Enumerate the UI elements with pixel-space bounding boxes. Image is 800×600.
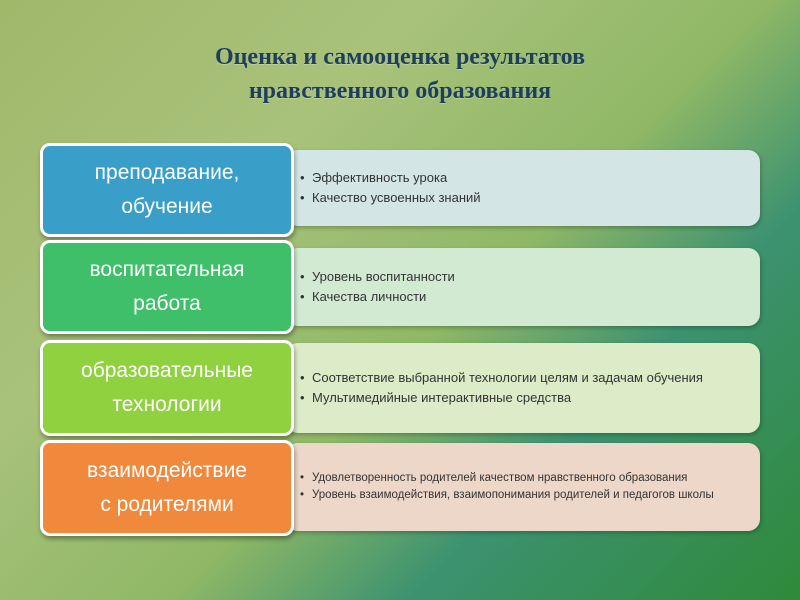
category-label: с родителями (100, 493, 234, 516)
title-line-1: Оценка и самооценка результатов (214, 44, 586, 70)
slide-title (100, 40, 700, 108)
category-box-parents (40, 440, 294, 536)
criteria-panel-upbringing (286, 248, 760, 326)
category-label: технологии (112, 393, 222, 416)
category-label: обучение (121, 195, 213, 218)
criteria-list (286, 469, 728, 505)
criteria-item: • Мультимедийные интерактивные средства (312, 389, 703, 407)
criteria-list (286, 367, 717, 409)
criteria-item: • Удовлетворенность родителей качеством нравственного образования (312, 471, 714, 486)
title-line-2: нравственного образования (248, 78, 552, 104)
category-box-technologies (40, 340, 294, 436)
category-label: преподавание, (94, 161, 240, 184)
criteria-panel-teaching (286, 150, 760, 226)
criteria-item: • Уровень воспитанности (312, 268, 455, 286)
category-label: образовательные (81, 359, 253, 382)
criteria-panel-parents (286, 443, 760, 531)
category-box-upbringing (40, 240, 294, 334)
criteria-item: • Эффективность урока (312, 169, 481, 187)
criteria-list (286, 266, 469, 308)
criteria-list (286, 167, 495, 209)
criteria-item: • Уровень взаимодействия, взаимопонимания родителей и педагогов школы (312, 488, 714, 503)
criteria-item: • Соответствие выбранной технологии целям и задачам обучения (312, 369, 703, 387)
criteria-item: • Качество усвоенных знаний (312, 189, 481, 207)
criteria-item: • Качества личности (312, 288, 455, 306)
category-box-teaching (40, 143, 294, 237)
category-label: воспитательная (89, 258, 245, 281)
criteria-panel-technologies (286, 343, 760, 433)
category-label: взаимодействие (87, 459, 247, 482)
category-label: работа (133, 292, 201, 315)
